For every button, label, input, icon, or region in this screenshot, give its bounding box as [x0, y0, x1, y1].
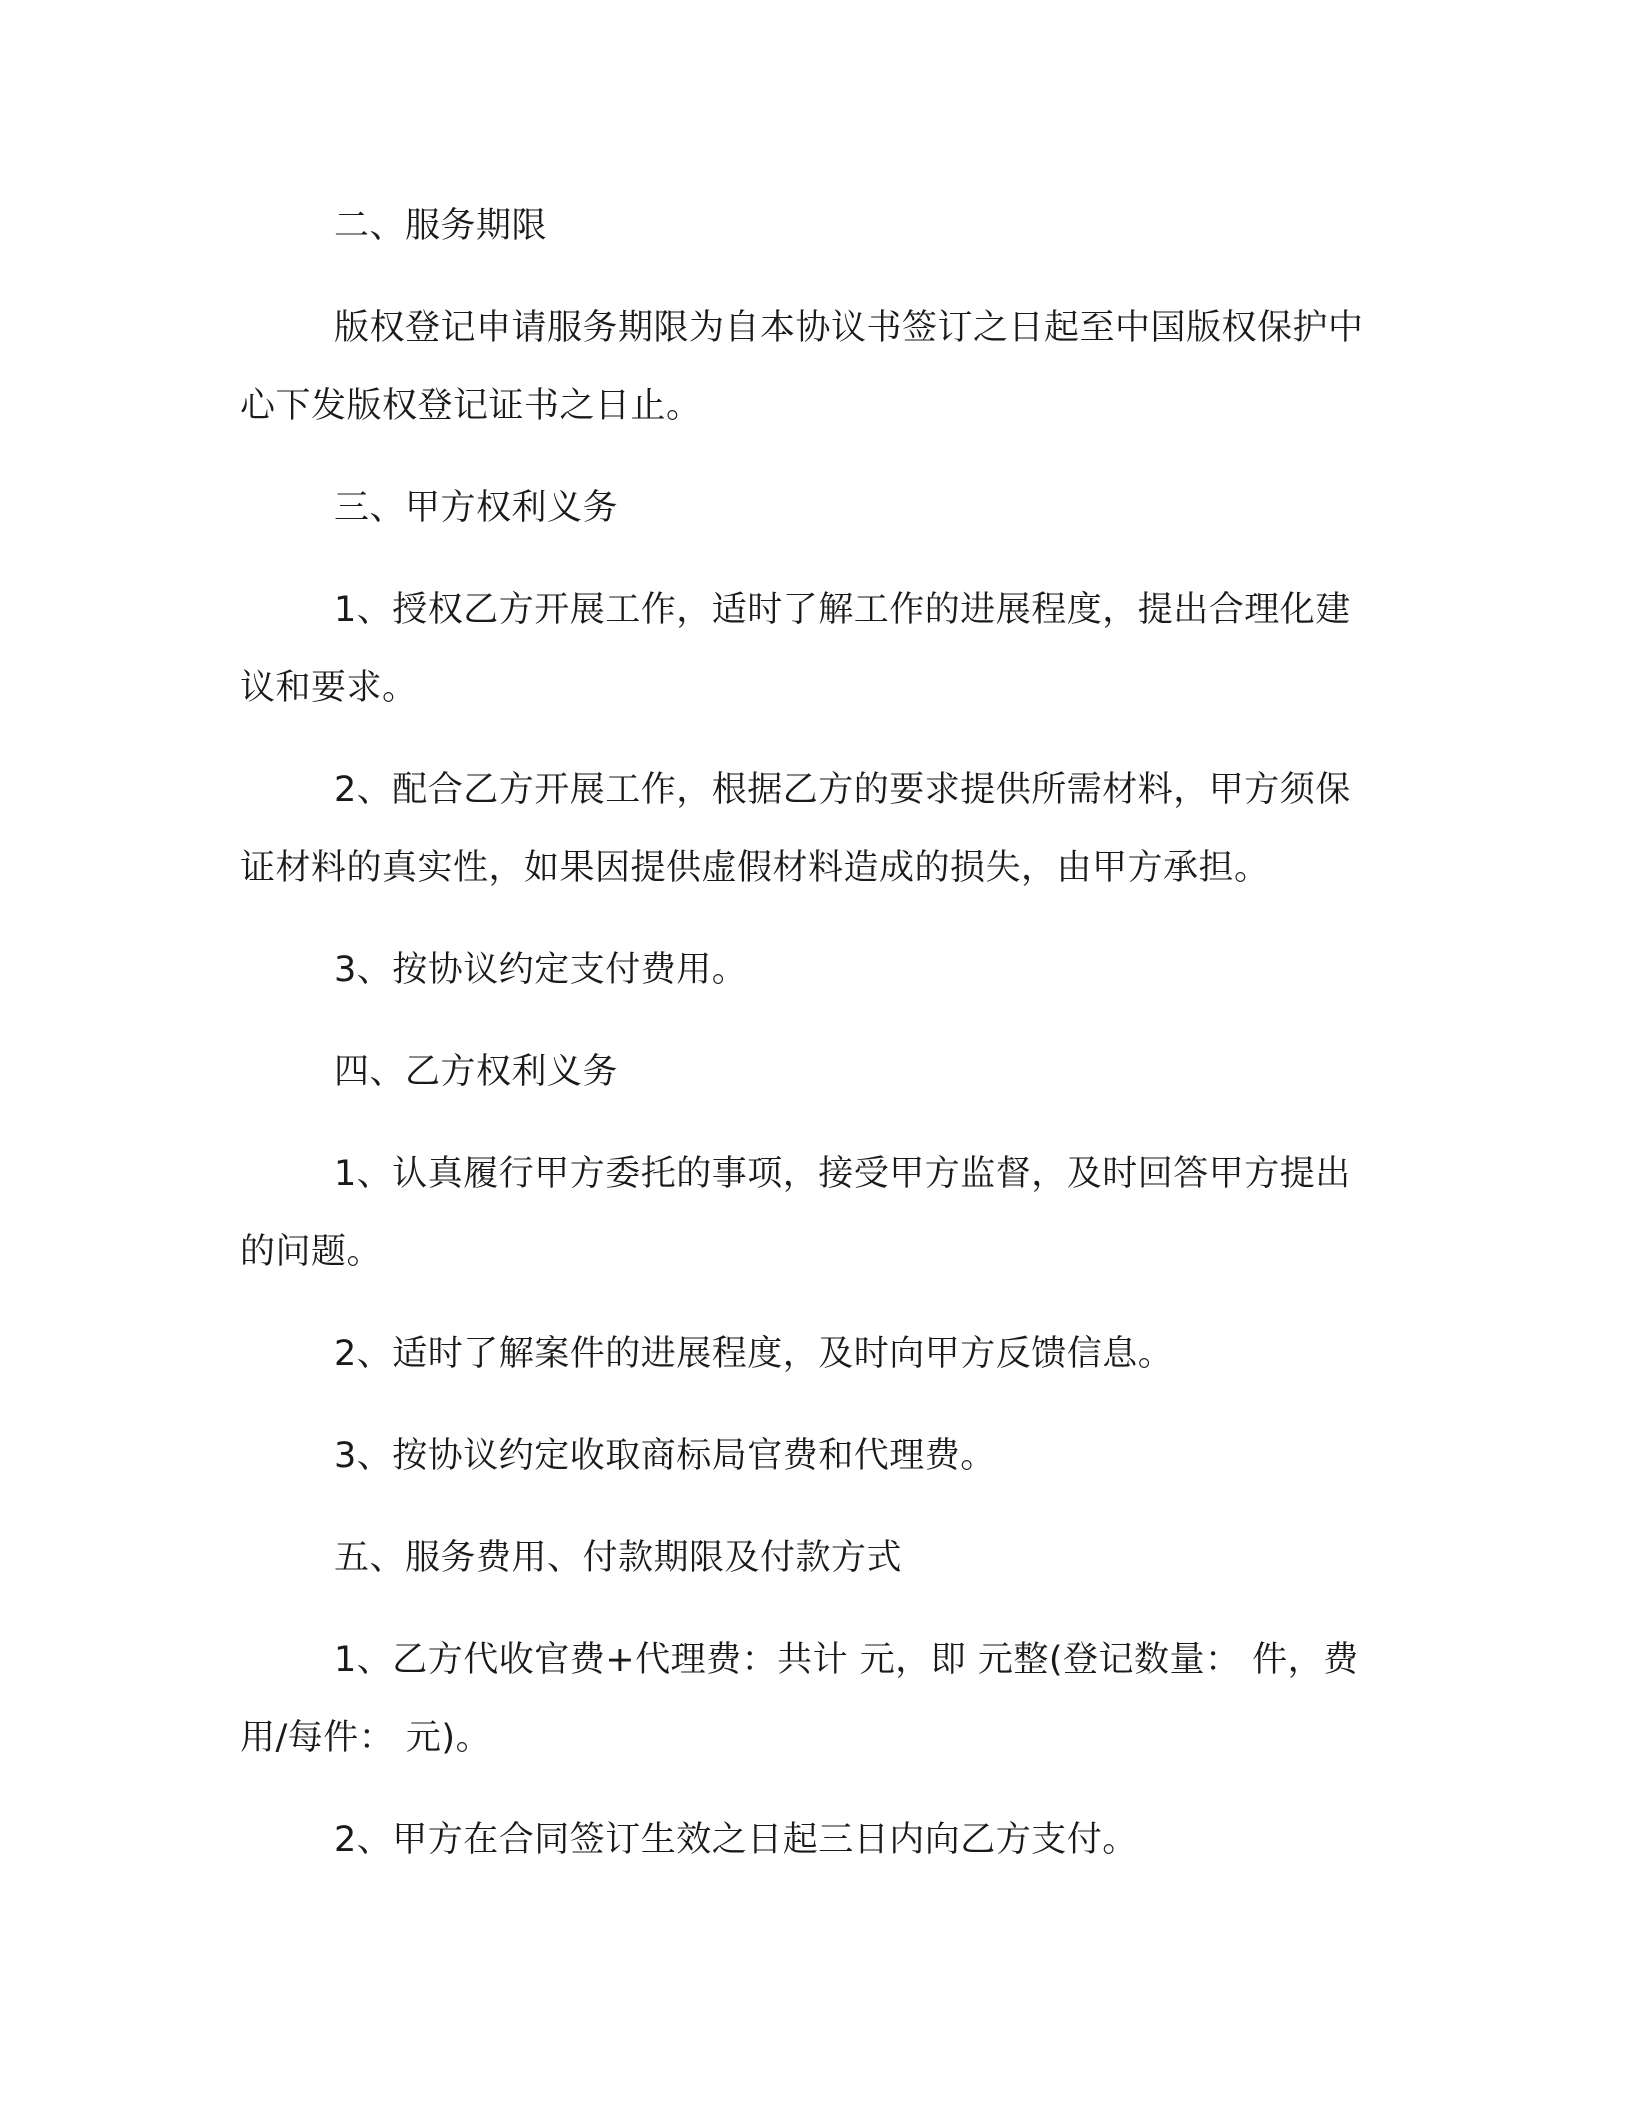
paragraph-service-term: 版权登记申请服务期限为自本协议书签订之日起至中国版权保护中心下发版权登记证书之日止。	[240, 308, 1364, 426]
paragraph-party-a-3: 3、按协议约定支付费用。	[334, 950, 748, 990]
paragraph-party-a-1: 1、授权乙方开展工作，适时了解工作的进展程度，提出合理化建议和要求。	[240, 590, 1351, 708]
paragraph-fees-1: 1、乙方代收官费+代理费：共计 元，即 元整(登记数量： 件，费用/每件： 元)。	[240, 1640, 1359, 1758]
paragraph-party-a-2: 2、配合乙方开展工作，根据乙方的要求提供所需材料，甲方须保证材料的真实性，如果因提供虚假材料造成的损失，由甲方承担。	[240, 770, 1351, 888]
paragraph-fees-2: 2、甲方在合同签订生效之日起三日内向乙方支付。	[334, 1820, 1138, 1860]
section-heading-party-b: 四、乙方权利义务	[334, 1052, 619, 1092]
section-heading-party-a: 三、甲方权利义务	[334, 488, 619, 528]
paragraph-party-b-3: 3、按协议约定收取商标局官费和代理费。	[334, 1436, 996, 1476]
paragraph-party-b-2: 2、适时了解案件的进展程度，及时向甲方反馈信息。	[334, 1334, 1174, 1374]
paragraph-party-b-1: 1、认真履行甲方委托的事项，接受甲方监督，及时回答甲方提出的问题。	[240, 1154, 1351, 1272]
section-heading-fees: 五、服务费用、付款期限及付款方式	[334, 1538, 903, 1578]
document-body	[240, 187, 1380, 1879]
section-heading-service-term: 二、服务期限	[334, 206, 548, 246]
